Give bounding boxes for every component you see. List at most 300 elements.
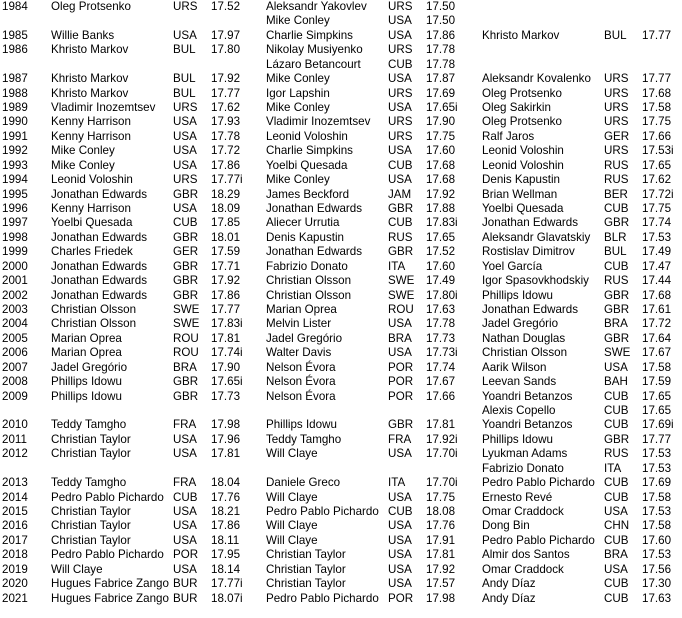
third-athlete: Nathan Douglas xyxy=(482,331,566,345)
third-athlete: Ernesto Revé xyxy=(482,490,553,504)
second-country: USA xyxy=(388,72,412,86)
third-mark: 17.58 xyxy=(642,360,672,374)
first-country: BUR xyxy=(173,591,198,605)
first-athlete: Jadel Gregório xyxy=(51,360,128,374)
second-mark: 17.81 xyxy=(426,418,456,432)
second-athlete: Christian Taylor xyxy=(266,577,346,591)
third-athlete: Yoelbi Quesada xyxy=(482,202,564,216)
table-row xyxy=(0,505,682,519)
year-cell: 1985 xyxy=(2,28,28,42)
third-mark: 17.49 xyxy=(642,245,672,259)
table-row xyxy=(0,274,682,288)
year-cell: 1990 xyxy=(2,115,28,129)
first-country: USA xyxy=(173,505,197,519)
year-cell: 2007 xyxy=(2,360,28,374)
third-mark: 17.69 xyxy=(642,476,672,490)
first-country: GBR xyxy=(173,375,199,389)
first-country: USA xyxy=(173,562,197,576)
third-country: GBR xyxy=(604,288,630,302)
second-athlete: Christian Taylor xyxy=(266,562,346,576)
second-mark: 17.66 xyxy=(426,389,456,403)
second-athlete: Mike Conley xyxy=(266,101,330,114)
third-athlete: Leonid Voloshin xyxy=(482,144,564,158)
table-row xyxy=(0,72,682,86)
first-mark: 18.14 xyxy=(211,562,241,576)
second-mark: 17.73i xyxy=(426,346,458,360)
second-athlete: Igor Lapshin xyxy=(266,86,330,100)
second-athlete: James Beckford xyxy=(266,187,350,201)
first-country: POR xyxy=(173,548,199,562)
second-mark: 17.70i xyxy=(426,447,458,461)
second-athlete: Jadel Gregório xyxy=(266,331,343,345)
first-mark: 17.80 xyxy=(211,43,241,57)
table-row xyxy=(0,317,682,331)
second-country: URS xyxy=(388,115,413,129)
first-mark: 18.21 xyxy=(211,505,241,519)
second-athlete: Marian Oprea xyxy=(266,303,337,317)
third-mark: 17.66 xyxy=(642,129,672,143)
second-country: USA xyxy=(388,144,412,158)
second-mark: 17.81 xyxy=(426,548,456,562)
first-mark: 17.85 xyxy=(211,216,241,230)
second-mark: 17.80i xyxy=(426,288,458,302)
table-row xyxy=(0,491,682,505)
third-mark: 17.58 xyxy=(642,490,672,504)
first-mark: 17.78 xyxy=(211,129,241,143)
third-mark: 17.53 xyxy=(642,230,672,244)
first-country: BUL xyxy=(173,72,196,86)
first-country: USA xyxy=(173,202,197,216)
first-athlete: Christian Taylor xyxy=(51,432,131,446)
second-mark: 17.70i xyxy=(426,476,458,490)
second-country: USA xyxy=(388,519,412,533)
table-row xyxy=(0,390,682,404)
second-country: ITA xyxy=(388,259,406,273)
third-country: ITA xyxy=(604,461,622,475)
third-athlete: Denis Kapustin xyxy=(482,173,560,187)
first-mark: 18.11 xyxy=(211,533,240,547)
second-athlete: Daniele Greco xyxy=(266,476,341,490)
third-country: CUB xyxy=(604,259,629,273)
year-cell: 1984 xyxy=(2,0,28,13)
third-mark: 17.75 xyxy=(642,202,672,216)
first-athlete: Christian Olsson xyxy=(51,303,137,317)
third-athlete: Yoandri Betanzos xyxy=(482,389,573,403)
third-athlete: Khristo Markov xyxy=(482,28,560,42)
third-athlete: Alexis Copello xyxy=(482,404,556,418)
year-cell: 2017 xyxy=(2,533,28,547)
third-mark: 17.44 xyxy=(642,274,672,288)
third-athlete: Jonathan Edwards xyxy=(482,303,579,317)
second-mark: 17.52 xyxy=(426,245,456,259)
second-athlete: Fabrizio Donato xyxy=(266,259,348,273)
third-country: RUS xyxy=(604,447,629,461)
year-cell: 2000 xyxy=(2,259,28,273)
first-country: GBR xyxy=(173,187,199,201)
second-athlete: Will Claye xyxy=(266,519,318,533)
first-athlete: Yoelbi Quesada xyxy=(51,216,133,230)
first-mark: 17.83i xyxy=(211,317,243,331)
second-athlete: Charlie Simpkins xyxy=(266,144,353,158)
third-country: CUB xyxy=(604,404,629,418)
third-athlete: Yoandri Betanzos xyxy=(482,418,573,432)
second-mark: 17.78 xyxy=(426,317,456,331)
table-row xyxy=(0,519,682,533)
third-athlete: Pedro Pablo Pichardo xyxy=(482,533,595,547)
second-country: URS xyxy=(388,0,413,13)
first-athlete: Khristo Markov xyxy=(51,86,129,100)
second-mark: 17.69 xyxy=(426,86,456,100)
third-mark: 17.65 xyxy=(642,158,672,172)
first-athlete: Christian Taylor xyxy=(51,505,131,519)
second-country: POR xyxy=(388,375,414,389)
first-mark: 18.07i xyxy=(211,591,243,605)
table-row xyxy=(0,375,682,389)
second-country: FRA xyxy=(388,432,412,446)
second-mark: 17.68 xyxy=(426,158,456,172)
third-athlete: Omar Craddock xyxy=(482,505,564,519)
second-athlete: Melvin Lister xyxy=(266,317,332,331)
second-mark: 17.65 xyxy=(426,230,456,244)
third-athlete: Leonid Voloshin xyxy=(482,158,564,172)
second-mark: 17.91 xyxy=(426,533,456,547)
third-athlete: Andy Díaz xyxy=(482,591,536,605)
third-athlete: Andy Díaz xyxy=(482,577,536,591)
third-country: USA xyxy=(604,505,628,519)
first-country: URS xyxy=(173,173,198,187)
year-cell: 2008 xyxy=(2,375,28,389)
third-athlete: Christian Olsson xyxy=(482,346,568,360)
table-row xyxy=(0,447,682,461)
first-athlete: Jonathan Edwards xyxy=(51,187,148,201)
first-country: BUL xyxy=(173,86,196,100)
third-athlete: Oleg Sakirkin xyxy=(482,101,551,114)
third-country: RUS xyxy=(604,274,629,288)
first-athlete: Mike Conley xyxy=(51,158,115,172)
table-row xyxy=(0,87,682,101)
year-cell: 1993 xyxy=(2,158,28,172)
third-mark: 17.30 xyxy=(642,577,672,591)
second-athlete: Pedro Pablo Pichardo xyxy=(266,505,379,519)
year-cell: 1998 xyxy=(2,230,28,244)
third-athlete: Igor Spasovkhodskiy xyxy=(482,274,589,288)
year-cell: 2004 xyxy=(2,317,28,331)
third-country: CUB xyxy=(604,476,629,490)
third-country: CUB xyxy=(604,418,629,432)
first-country: GBR xyxy=(173,230,199,244)
first-mark: 17.86 xyxy=(211,288,241,302)
year-cell: 1996 xyxy=(2,202,28,216)
table-row xyxy=(0,418,682,432)
first-athlete: Willie Banks xyxy=(51,28,115,42)
third-mark: 17.65 xyxy=(642,404,672,418)
second-mark: 17.87 xyxy=(426,72,456,86)
second-country: USA xyxy=(388,548,412,562)
table-row xyxy=(0,173,682,187)
first-athlete: Kenny Harrison xyxy=(51,129,131,143)
table-row xyxy=(0,534,682,548)
second-mark: 17.90 xyxy=(426,115,456,129)
second-athlete: Christian Olsson xyxy=(266,288,352,302)
first-athlete: Kenny Harrison xyxy=(51,115,131,129)
first-mark: 17.65i xyxy=(211,375,243,389)
third-country: URS xyxy=(604,144,629,158)
table-row xyxy=(0,130,682,144)
third-mark: 17.58 xyxy=(642,101,672,114)
year-cell: 1995 xyxy=(2,187,28,201)
table-row xyxy=(0,101,682,115)
first-country: USA xyxy=(173,115,197,129)
third-country: RUS xyxy=(604,158,629,172)
year-cell: 1989 xyxy=(2,101,28,114)
first-mark: 17.73 xyxy=(211,389,241,403)
second-athlete: Will Claye xyxy=(266,490,318,504)
first-mark: 17.62 xyxy=(211,101,241,114)
third-athlete: Brian Wellman xyxy=(482,187,558,201)
first-country: FRA xyxy=(173,476,197,490)
second-athlete: Mike Conley xyxy=(266,14,330,28)
second-athlete: Aliecer Urrutia xyxy=(266,216,340,230)
third-country: BER xyxy=(604,187,628,201)
second-country: GBR xyxy=(388,245,414,259)
first-mark: 17.76 xyxy=(211,490,241,504)
first-mark: 17.77 xyxy=(211,303,241,317)
year-cell: 2015 xyxy=(2,505,28,519)
third-mark: 17.61 xyxy=(642,303,672,317)
year-cell: 1987 xyxy=(2,72,28,86)
third-country: GBR xyxy=(604,432,630,446)
table-row xyxy=(0,592,682,606)
first-mark: 17.77i xyxy=(211,577,243,591)
third-mark: 17.68 xyxy=(642,288,672,302)
first-athlete: Pedro Pablo Pichardo xyxy=(51,490,164,504)
first-mark: 17.71 xyxy=(211,259,241,273)
table-row xyxy=(0,563,682,577)
second-mark: 17.67 xyxy=(426,375,456,389)
year-cell: 2014 xyxy=(2,490,28,504)
third-mark: 17.74 xyxy=(642,216,672,230)
first-athlete: Christian Taylor xyxy=(51,533,131,547)
second-mark: 17.78 xyxy=(426,43,456,57)
table-row xyxy=(0,0,682,14)
second-athlete: Pedro Pablo Pichardo xyxy=(266,591,379,605)
second-mark: 17.78 xyxy=(426,57,456,71)
table-row xyxy=(0,548,682,562)
year-cell: 1999 xyxy=(2,245,28,259)
second-mark: 17.65i xyxy=(426,101,458,114)
first-country: SWE xyxy=(173,317,200,331)
table-row xyxy=(0,303,682,317)
third-athlete: Fabrizio Donato xyxy=(482,461,564,475)
second-athlete: Vladimir Inozemtsev xyxy=(266,115,371,129)
second-country: POR xyxy=(388,591,414,605)
second-mark: 17.75 xyxy=(426,129,456,143)
table-row xyxy=(0,404,682,418)
third-mark: 17.60 xyxy=(642,533,672,547)
first-athlete: Will Claye xyxy=(51,562,103,576)
table-row xyxy=(0,346,682,360)
second-athlete: Nelson Évora xyxy=(266,360,336,374)
table-row xyxy=(0,115,682,129)
third-athlete: Omar Craddock xyxy=(482,562,564,576)
table-row xyxy=(0,433,682,447)
second-athlete: Lázaro Betancourt xyxy=(266,57,361,71)
third-mark: 17.59 xyxy=(642,375,672,389)
second-country: RUS xyxy=(388,230,413,244)
table-row xyxy=(0,188,682,202)
third-athlete: Oleg Protsenko xyxy=(482,115,562,129)
second-country: USA xyxy=(388,490,412,504)
year-cell: 2012 xyxy=(2,447,28,461)
third-mark: 17.67 xyxy=(642,346,672,360)
second-country: USA xyxy=(388,28,412,42)
third-mark: 17.72 xyxy=(642,317,672,331)
second-country: USA xyxy=(388,346,412,360)
second-mark: 17.76 xyxy=(426,519,456,533)
third-athlete: Rostislav Dimitrov xyxy=(482,245,575,259)
second-athlete: Christian Olsson xyxy=(266,274,352,288)
third-country: GBR xyxy=(604,216,630,230)
year-cell: 1986 xyxy=(2,43,28,57)
first-athlete: Hugues Fabrice Zango xyxy=(51,577,169,591)
third-country: URS xyxy=(604,115,629,129)
third-country: BUL xyxy=(604,245,627,259)
third-athlete: Aleksandr Glavatskiy xyxy=(482,230,591,244)
first-country: FRA xyxy=(173,418,197,432)
third-country: CUB xyxy=(604,389,629,403)
third-mark: 17.58 xyxy=(642,519,672,533)
first-mark: 17.81 xyxy=(211,447,241,461)
second-mark: 17.60 xyxy=(426,259,456,273)
third-athlete: Oleg Protsenko xyxy=(482,86,562,100)
first-athlete: Jonathan Edwards xyxy=(51,288,148,302)
second-athlete: Mike Conley xyxy=(266,173,330,187)
third-athlete: Phillips Idowu xyxy=(482,288,553,302)
table-row xyxy=(0,216,682,230)
third-country: CUB xyxy=(604,202,629,216)
table-row xyxy=(0,577,682,591)
second-country: USA xyxy=(388,173,412,187)
second-mark: 17.92i xyxy=(426,432,458,446)
second-athlete: Will Claye xyxy=(266,447,318,461)
second-country: USA xyxy=(388,562,412,576)
year-cell: 2009 xyxy=(2,389,28,403)
first-mark: 17.74i xyxy=(211,346,243,360)
second-mark: 17.74 xyxy=(426,360,456,374)
third-athlete: Almir dos Santos xyxy=(482,548,570,562)
first-country: GBR xyxy=(173,389,199,403)
table-row xyxy=(0,58,682,72)
first-mark: 17.98 xyxy=(211,418,241,432)
table-row xyxy=(0,289,682,303)
second-mark: 17.86 xyxy=(426,28,456,42)
second-mark: 17.98 xyxy=(426,591,456,605)
second-athlete: Mike Conley xyxy=(266,72,330,86)
third-mark: 17.47 xyxy=(642,259,672,273)
year-cell: 2018 xyxy=(2,548,28,562)
first-athlete: Phillips Idowu xyxy=(51,389,122,403)
table-row xyxy=(0,245,682,259)
year-cell: 2001 xyxy=(2,274,28,288)
third-country: BRA xyxy=(604,317,628,331)
second-athlete: Charlie Simpkins xyxy=(266,28,353,42)
second-country: SWE xyxy=(388,274,415,288)
second-mark: 17.57 xyxy=(426,577,456,591)
table-row xyxy=(0,462,682,476)
second-mark: 17.75 xyxy=(426,490,456,504)
third-mark: 17.53 xyxy=(642,447,672,461)
first-athlete: Phillips Idowu xyxy=(51,375,122,389)
first-athlete: Pedro Pablo Pichardo xyxy=(51,548,164,562)
first-mark: 17.96 xyxy=(211,432,241,446)
third-country: CUB xyxy=(604,533,629,547)
first-country: GBR xyxy=(173,288,199,302)
second-country: GBR xyxy=(388,418,414,432)
year-cell: 2021 xyxy=(2,591,28,605)
first-athlete: Oleg Protsenko xyxy=(51,0,131,13)
first-country: ROU xyxy=(173,346,199,360)
second-country: GBR xyxy=(388,202,414,216)
third-country: CUB xyxy=(604,490,629,504)
third-mark: 17.53 xyxy=(642,505,672,519)
third-mark: 17.64 xyxy=(642,331,672,345)
third-mark: 17.63 xyxy=(642,591,672,605)
third-country: GBR xyxy=(604,331,630,345)
third-country: URS xyxy=(604,86,629,100)
first-athlete: Christian Taylor xyxy=(51,447,131,461)
first-athlete: Hugues Fabrice Zango xyxy=(51,591,169,605)
third-country: RUS xyxy=(604,173,629,187)
first-athlete: Kenny Harrison xyxy=(51,202,131,216)
second-country: URS xyxy=(388,43,413,57)
third-athlete: Leevan Sands xyxy=(482,375,557,389)
first-mark: 18.04 xyxy=(211,476,241,490)
year-cell: 1997 xyxy=(2,216,28,230)
first-mark: 18.29 xyxy=(211,187,241,201)
first-country: URS xyxy=(173,0,198,13)
third-athlete: Pedro Pablo Pichardo xyxy=(482,476,595,490)
third-mark: 17.72i xyxy=(642,187,674,201)
first-mark: 17.52 xyxy=(211,0,241,13)
year-cell: 1991 xyxy=(2,129,28,143)
second-country: CUB xyxy=(388,158,413,172)
second-country: URS xyxy=(388,129,413,143)
first-mark: 17.97 xyxy=(211,28,241,42)
first-country: USA xyxy=(173,158,197,172)
third-mark: 17.62 xyxy=(642,173,672,187)
first-country: GBR xyxy=(173,274,199,288)
third-athlete: Ralf Jaros xyxy=(482,129,535,143)
third-mark: 17.53 xyxy=(642,461,672,475)
first-athlete: Charles Friedek xyxy=(51,245,133,259)
table-row xyxy=(0,14,682,28)
first-athlete: Jonathan Edwards xyxy=(51,259,148,273)
first-mark: 17.95 xyxy=(211,548,241,562)
third-country: URS xyxy=(604,101,629,114)
second-country: CUB xyxy=(388,216,413,230)
second-country: USA xyxy=(388,447,412,461)
first-country: USA xyxy=(173,519,197,533)
second-athlete: Will Claye xyxy=(266,533,318,547)
first-country: USA xyxy=(173,432,197,446)
first-mark: 17.86 xyxy=(211,158,241,172)
table-row xyxy=(0,159,682,173)
second-country: ROU xyxy=(388,303,414,317)
third-mark: 17.69i xyxy=(642,418,674,432)
second-country: USA xyxy=(388,577,412,591)
third-mark: 17.53 xyxy=(642,548,672,562)
first-athlete: Khristo Markov xyxy=(51,72,129,86)
